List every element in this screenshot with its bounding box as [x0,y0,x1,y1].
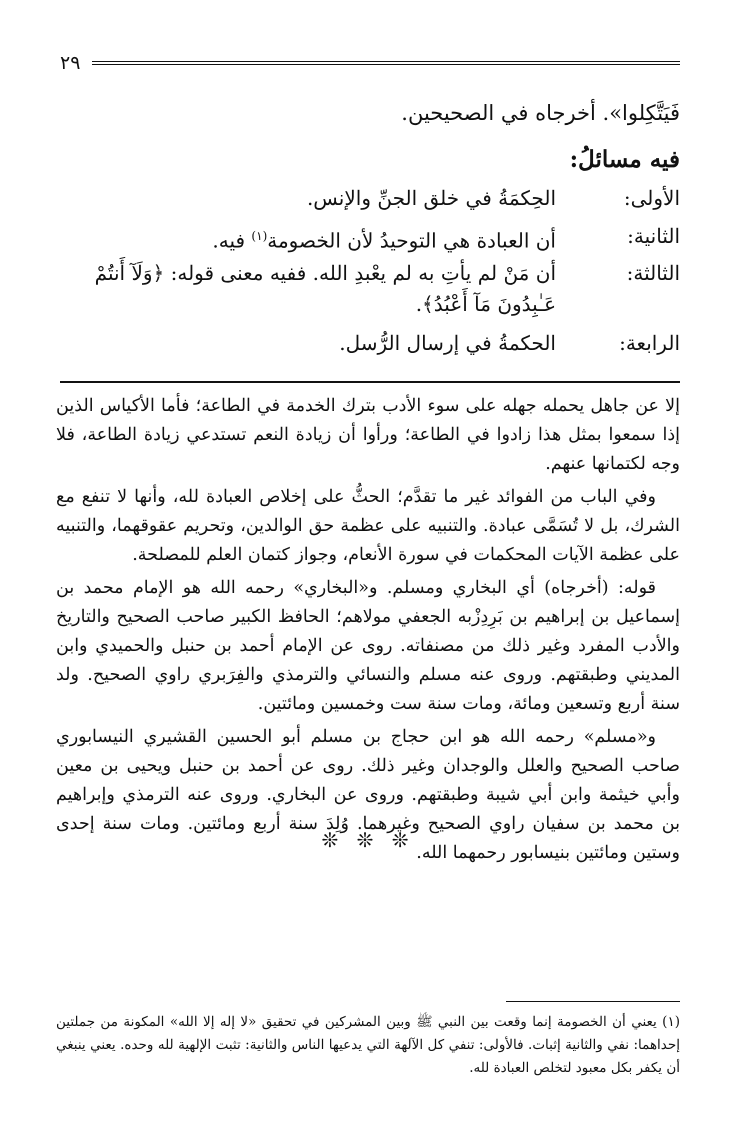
footnote-rule [506,1001,680,1002]
issue-label: الثالثة: [626,261,680,285]
commentary-paragraph: وفي الباب من الفوائد غير ما تقدَّم؛ الحثُّ على إخلاص العبادة لله، وأنها لا تنفع مع الشرك، بل لا تُسَمَّى عبادة. والتنبيه على عظمة حق الوالدين، وتحريم عقوقهما، والتنبيه على عظمة الآيات المحكمات في سورة الأنعام، وجواز كتمان العلم للمصلحة. [56,487,680,565]
commentary-paragraph: إلا عن جاهل يحمله جهله على سوء الأدب بترك الخدمة في الطاعة؛ فأما الأكياس الذين إذا سمعوا بمثل هذا زادوا في الطاعة؛ ورأوا أن زيادة النعم تستدعي زيادة الطاعة، فلا وجه لكتمانها عنهم. [56,396,680,474]
issue-text: أن مَنْ لم يأتِ به لم يعْبدِ الله. ففيه معنى قوله: ﴿وَلَآ أَنتُمْ عَـٰبِدُونَ مَآ أَعْبُدُ﴾. [94,261,556,316]
commentary-paragraph: قوله: (أخرجاه) أي البخاري ومسلم. و«البخاري» رحمه الله هو الإمام محمد بن إسماعيل بن إبراهيم بن بَرِدِزْبه الجعفي مولاهم؛ الحافظ الكبير صاحب الصحيح والتاريخ والأدب المفرد وغير ذلك من مصنفاته. روى عن الإمام أحمد بن حنبل والحميدي وابن المديني وطبقتهم. وروى عنه مسلم والنسائي والترمذي والفِرَبري راوي الصحيح. ولد سنة أربع وتسعين ومائة، ومات سنة ست وخمسين ومائتين. [56,578,680,714]
issue-label: الرابعة: [619,331,680,355]
issue-label: الأولى: [623,186,680,210]
header-rule [92,61,680,65]
issue-text: الحِكمَةُ في خلق الجنِّ والإنس. [306,186,556,210]
issue-text: الحكمةُ في إرسال الرُّسل. [339,331,556,355]
commentary-body [56,392,680,872]
page-header [60,52,680,76]
intro-line: فَيَتَّكِلوا». أخرجاه في الصحيحين. [401,101,680,125]
footnote-text: (١) يعني أن الخصومة إنما وقعت بين النبي ﷺ وبين المشركين في تحقيق «لا إله إلا الله» المكونة من جملتين إحداهما: نفي والثانية إثبات. فالأولى: تنفي كل الآلهة التي يدعيها الناس والثانية: تثبت الإلهية لله وحده. يعني ينبغي أن يكفر بكل معبود لتخلص العبادة لله. [56,1014,680,1076]
commentary-paragraph: و«مسلم» رحمه الله هو ابن حجاج بن مسلم أبو الحسين القشيري النيسابوري صاحب الصحيح والعلل والوجدان وغير ذلك. روى عن أحمد بن حنبل ويحيى بن معين وأبي خيثمة وابن أبي شيبة وطبقتهم. وروى عن البخاري. وروى عنه الترمذي وإبراهيم بن محمد بن سفيان راوي الصحيح وغيرهما. وُلِدَ سنة أربع ومائتين. ومات سنة إحدى وستين ومائتين بنيسابور رحمهما الله. [56,727,680,863]
issues-heading: فيه مسائلُ: [569,146,680,173]
issue-text-with-footnote [56,221,556,257]
section-separator: ❊ ❊ ❊ [321,828,415,852]
page-number: ٢٩ [60,52,81,74]
issue-label: الثانية: [627,224,680,248]
issue-text: أن العبادة هي التوحيدُ لأن الخصومة [267,228,556,253]
footnote-marker[interactable]: (١) [251,229,268,243]
section-divider [60,381,680,383]
issue-text-tail: فيه. [212,228,252,253]
